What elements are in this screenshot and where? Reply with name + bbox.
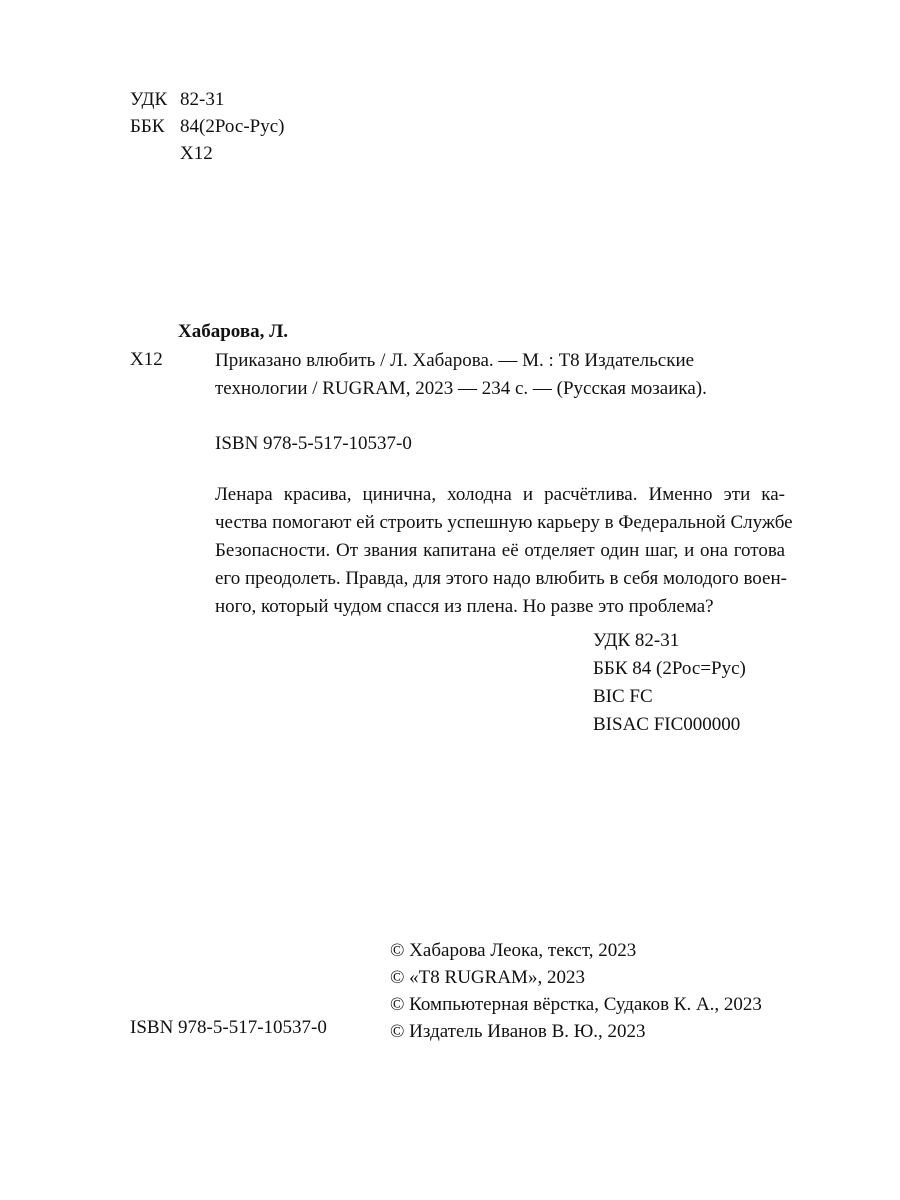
annotation: [215, 481, 793, 621]
bbk-label: ББК: [130, 116, 165, 137]
copyrights: [390, 937, 762, 1045]
author-sign-row: [130, 140, 284, 167]
annotation-line: ного, который чудом спасся из плена. Но разве это проблема?: [215, 596, 714, 617]
right-udk: УДК 82-31: [593, 630, 680, 651]
entry-code: Х12: [130, 349, 163, 370]
bib-line-1: Приказано влюбить / Л. Хабарова. — М. : Т8 Издательские: [215, 350, 695, 371]
entry-author: Хабарова, Л.: [178, 321, 288, 342]
udk-value: 82-31: [180, 89, 225, 110]
author-sign: Х12: [180, 143, 213, 164]
copyright-line: © «Т8 RUGRAM», 2023: [390, 967, 585, 988]
bib-line-2: технологии / RUGRAM, 2023 — 234 с. — (Русская мозаика).: [215, 378, 707, 399]
right-bic: BIC FC: [593, 686, 653, 707]
bbk-row: [130, 113, 284, 140]
annotation-line: Ленара красива, цинична, холодна и расчётлива. Именно эти ка-: [215, 484, 785, 505]
right-codes: [593, 627, 746, 739]
annotation-line: его преодолеть. Правда, для этого надо влюбить в себя молодого воен-: [215, 568, 787, 589]
entry-isbn: ISBN 978-5-517-10537-0: [215, 433, 412, 454]
right-bbk: ББК 84 (2Рос=Рус): [593, 658, 746, 679]
right-bisac: BISAC FIC000000: [593, 714, 741, 735]
classification-block: [130, 86, 284, 167]
copyright-line: © Компьютерная вёрстка, Судаков К. А., 2023: [390, 994, 762, 1015]
copyright-line: © Издатель Иванов В. Ю., 2023: [390, 1021, 646, 1042]
udk-label: УДК: [130, 89, 168, 110]
bibliographic-description: [215, 347, 775, 403]
udk-row: [130, 86, 284, 113]
bbk-value: 84(2Рос-Рус): [180, 116, 285, 137]
bottom-isbn: ISBN 978-5-517-10537-0: [130, 1017, 327, 1038]
copyright-line: © Хабарова Леока, текст, 2023: [390, 940, 637, 961]
annotation-line: чества помогают ей строить успешную карьеру в Федеральной Службе: [215, 512, 793, 533]
annotation-line: Безопасности. От звания капитана её отделяет один шаг, и она готова: [215, 540, 785, 561]
